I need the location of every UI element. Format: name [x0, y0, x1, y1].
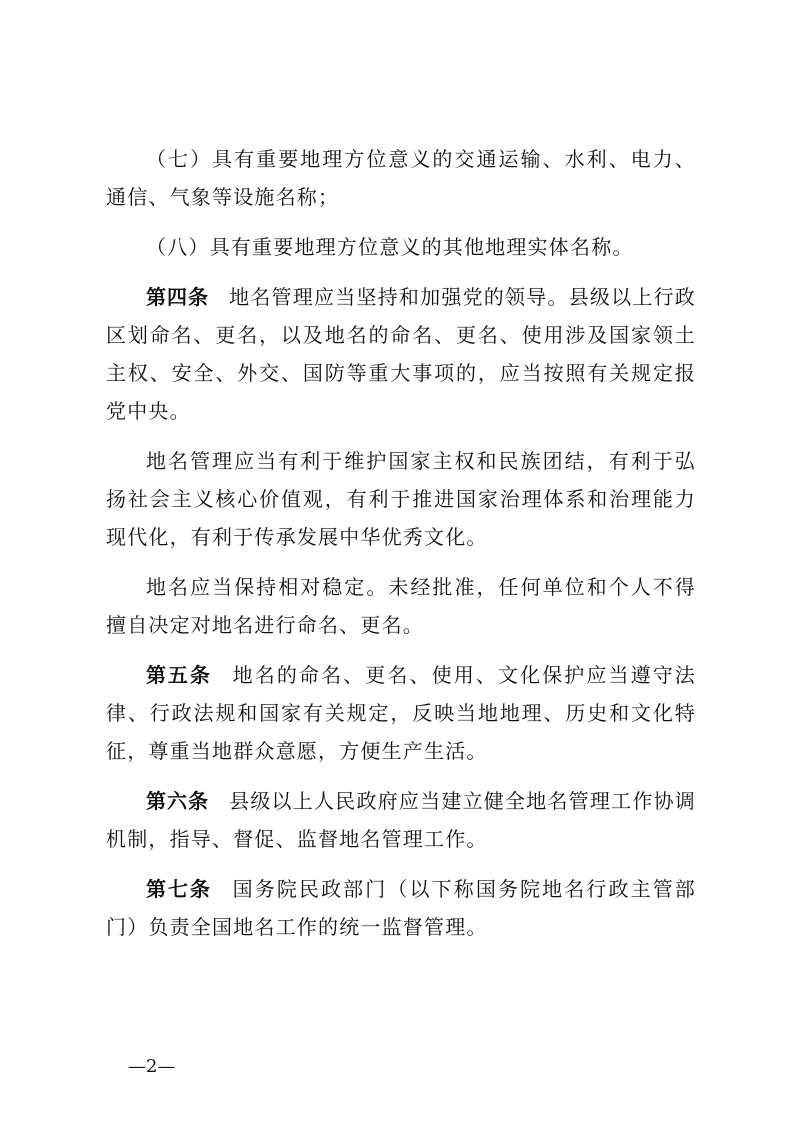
paragraph-item-8: [106, 228, 696, 266]
article-6-paragraph: [106, 782, 696, 858]
document-body: [106, 140, 696, 958]
article-4-paragraph-2: [106, 442, 696, 556]
article-5-label: 第五条: [146, 663, 212, 687]
article-4-label: 第四条: [146, 285, 210, 309]
paragraph-text: 地名的命名、更名、使用、文化保护应当遵守法律、行政法规和国家有关规定，反映当地地理、历史和文化特征，尊重当地群众意愿，方便生产生活。: [106, 663, 697, 763]
paragraph-text: 地名管理应当坚持和加强党的领导。县级以上行政区划命名、更名，以及地名的命名、更名、使用涉及国家领土主权、安全、外交、国防等重大事项的，应当按照有关规定报党中央。: [106, 285, 697, 423]
article-5-paragraph: [106, 656, 696, 770]
article-4-paragraph: [106, 278, 696, 430]
paragraph-text: 县级以上人民政府应当建立健全地名管理工作协调机制，指导、督促、监督地名管理工作。: [106, 789, 697, 851]
paragraph-text: （七）具有重要地理方位意义的交通运输、水利、电力、通信、气象等设施名称；: [106, 147, 696, 209]
paragraph-text: 地名管理应当有利于维护国家主权和民族团结，有利于弘扬社会主义核心价值观，有利于推进国家治理体系和治理能力现代化，有利于传承发展中华优秀文化。: [106, 449, 696, 549]
paragraph-text: 国务院民政部门（以下称国务院地名行政主管部门）负责全国地名工作的统一监督管理。: [106, 877, 697, 939]
paragraph-item-7: [106, 140, 696, 216]
paragraph-text: 地名应当保持相对稳定。未经批准，任何单位和个人不得擅自决定对地名进行命名、更名。: [106, 575, 696, 637]
page-number: —2—: [128, 1056, 176, 1077]
article-7-label: 第七条: [146, 877, 212, 901]
article-6-label: 第六条: [146, 789, 210, 813]
paragraph-text: （八）具有重要地理方位意义的其他地理实体名称。: [146, 235, 634, 259]
article-4-paragraph-3: [106, 568, 696, 644]
article-7-paragraph: [106, 870, 696, 946]
